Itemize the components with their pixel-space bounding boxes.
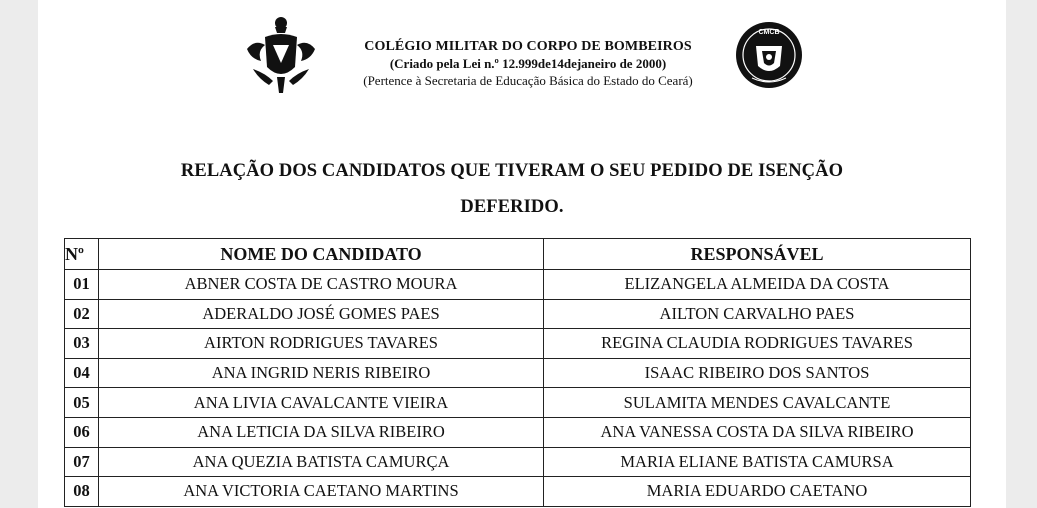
responsible-name: ISAAC RIBEIRO DOS SANTOS [544,358,971,388]
table-row [65,329,971,359]
document-title-continued: DEFERIDO. [460,197,564,217]
column-header-responsible: RESPONSÁVEL [544,239,971,270]
column-header-name: NOME DO CANDIDATO [99,239,544,270]
table-row [65,447,971,477]
row-number: 05 [65,388,99,418]
candidate-name: AIRTON RODRIGUES TAVARES [99,329,544,359]
candidate-name: ANA INGRID NERIS RIBEIRO [99,358,544,388]
table-row [65,388,971,418]
seal-label: CMCB [758,29,780,36]
responsible-name: ANA VANESSA COSTA DA SILVA RIBEIRO [544,417,971,447]
school-header [308,38,748,89]
document-page [38,0,1006,508]
candidate-name: ABNER COSTA DE CASTRO MOURA [99,270,544,300]
responsible-name: SULAMITA MENDES CAVALCANTE [544,388,971,418]
candidate-name: ANA QUEZIA BATISTA CAMURÇA [99,447,544,477]
candidate-name: ANA LETICIA DA SILVA RIBEIRO [99,417,544,447]
row-number: 08 [65,477,99,507]
row-number: 01 [65,270,99,300]
responsible-name: AILTON CARVALHO PAES [544,299,971,329]
candidate-name: ADERALDO JOSÉ GOMES PAES [99,299,544,329]
responsible-name: ELIZANGELA ALMEIDA DA COSTA [544,270,971,300]
document-title: RELAÇÃO DOS CANDIDATOS QUE TIVERAM O SEU PEDIDO DE ISENÇÃO [180,161,844,181]
row-number: 06 [65,417,99,447]
candidate-name: ANA VICTORIA CAETANO MARTINS [99,477,544,507]
row-number: 02 [65,299,99,329]
row-number: 03 [65,329,99,359]
responsible-name: MARIA ELIANE BATISTA CAMURSA [544,447,971,477]
column-header-number: Nº [65,239,99,270]
candidates-table [64,238,971,507]
creation-law: (Criado pela Lei n.º 12.999de14dejaneiro de 2000) [389,56,667,71]
responsible-name: MARIA EDUARDO CAETANO [544,477,971,507]
table-row [65,299,971,329]
responsible-name: REGINA CLAUDIA RODRIGUES TAVARES [544,329,971,359]
row-number: 04 [65,358,99,388]
school-seal-icon [734,20,804,90]
row-number: 07 [65,447,99,477]
candidate-name: ANA LIVIA CAVALCANTE VIEIRA [99,388,544,418]
table-row [65,270,971,300]
table-row [65,477,971,507]
table-row [65,358,971,388]
table-row [65,417,971,447]
table-header-row [65,239,971,270]
institution-name: COLÉGIO MILITAR DO CORPO DE BOMBEIROS [364,39,692,54]
affiliation: (Pertence à Secretaria de Educação Básica do Estado do Ceará) [363,73,693,88]
